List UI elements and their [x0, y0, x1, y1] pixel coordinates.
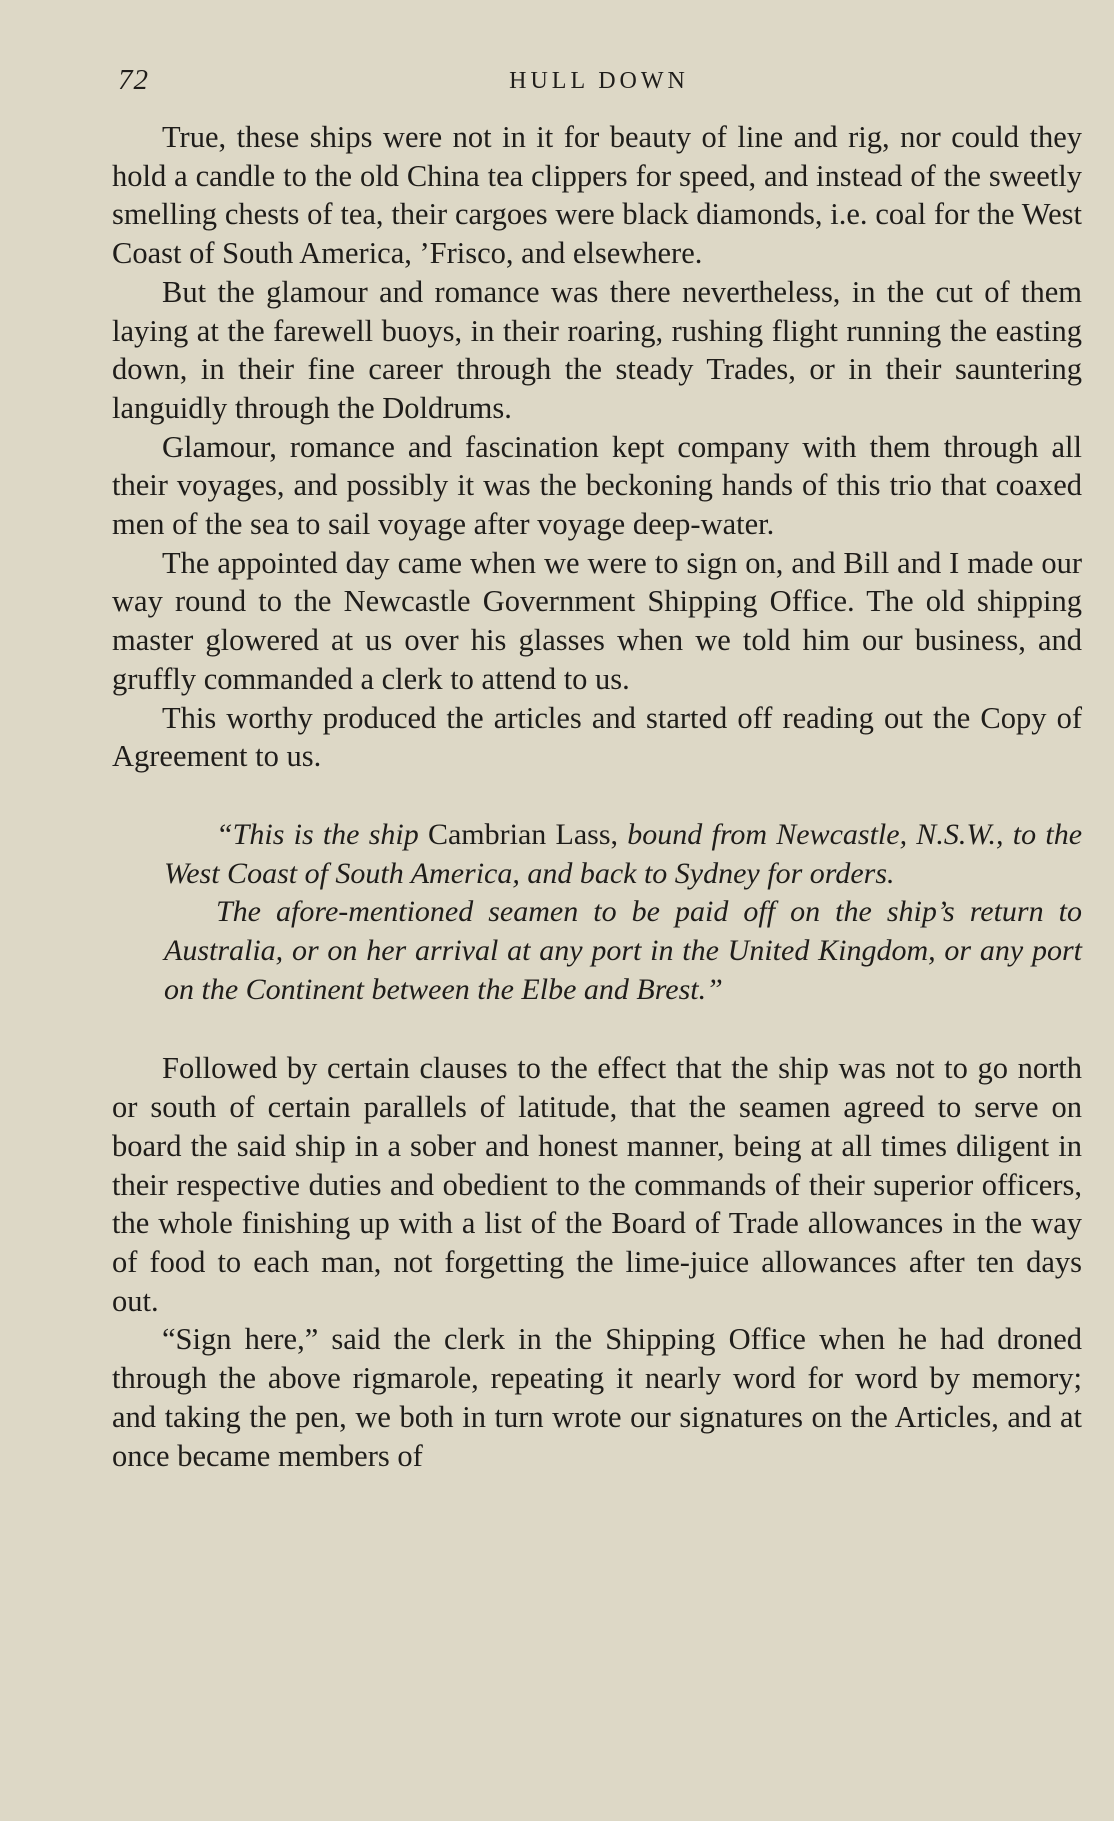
- paragraph-1: True, these ships were not in it for beauty of line and rig, nor could they hold a candle to the old China tea clippers for speed, and instead of the sweetly smelling chests of tea, their cargoes were black diamonds, i.e. coal for the West Coast of South America, ’Frisco, and elsewhere.: [112, 120, 1082, 271]
- agreement-quote: [164, 816, 1082, 1010]
- body-text: [112, 118, 1082, 1475]
- quote-destination: bound from Newcastle, N.S.W., to the West Coast of South America, and back to Sydney for orders.: [164, 817, 1083, 890]
- paragraph-2: But the glamour and romance was there nevertheless, in the cut of them laying at the farewell buoys, in their roaring, rushing flight running the easting down, in their fine career through the steady Trades, or in their sauntering languidly through the Doldrums.: [112, 274, 1082, 425]
- ship-name: Cambrian Lass,: [427, 817, 619, 851]
- quote-paragraph-2: The afore-mentioned seamen to be paid off on the ship’s return to Australia, or on her arrival at any port in the United Kingdom, or any port on the Continent between the Elbe and Brest.”: [164, 895, 1082, 1006]
- page-number: 72: [118, 64, 149, 96]
- paragraph-7: “Sign here,” said the clerk in the Shipping Office when he had droned through the above rigmarole, repeating it nearly word for word by memory; and taking the pen, we both in turn wrote our signatures on the Articles, and at once became members of: [112, 1322, 1082, 1473]
- paragraph-3: Glamour, romance and fascination kept company with them through all their voyages, and possibly it was the beckoning hands of this trio that coaxed men of the sea to sail voyage after voyage deep-water.: [112, 429, 1082, 542]
- running-head: [118, 64, 1080, 104]
- quote-paragraph-1: [164, 816, 1082, 893]
- paragraph-6: Followed by certain clauses to the effect that the ship was not to go north or south of certain parallels of latitude, that the seamen agreed to serve on board the said ship in a sober and honest manner, being at all times diligent in their respective duties and obedient to the commands of their superior officers, the whole finishing up with a list of the Board of Trade allowances in the way of food to each man, not forgetting the lime-juice allowances after ten days out.: [112, 1051, 1082, 1318]
- book-title: HULL DOWN: [509, 68, 689, 94]
- paragraph-5: This worthy produced the articles and started off reading out the Copy of Agreement to us.: [112, 700, 1082, 774]
- quote-opening: “This is the ship: [216, 817, 419, 851]
- paragraph-4: The appointed day came when we were to sign on, and Bill and I made our way round to the Newcastle Government Shipping Office. The old shipping master glowered at us over his glasses when we told him our business, and gruffly commanded a clerk to attend to us.: [112, 545, 1082, 696]
